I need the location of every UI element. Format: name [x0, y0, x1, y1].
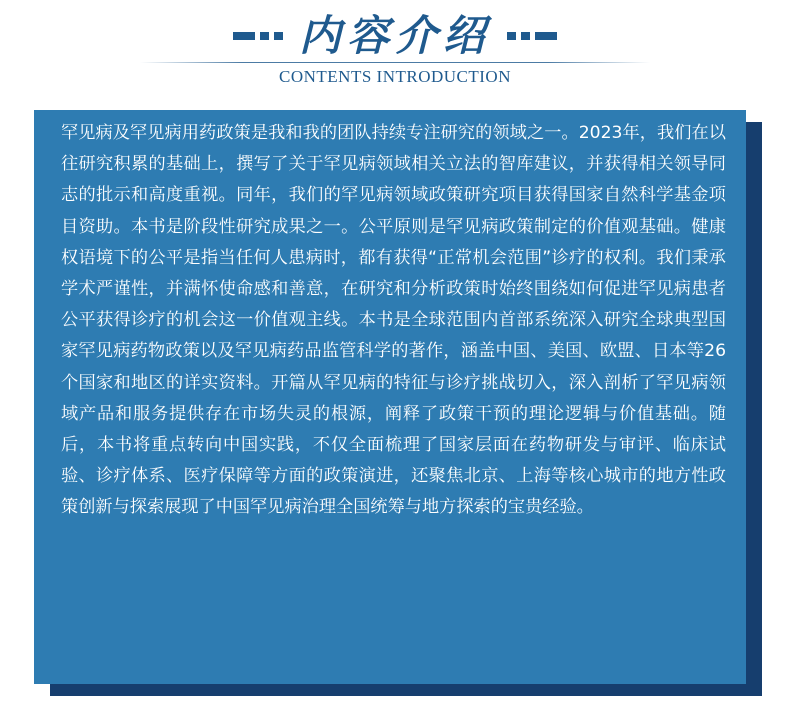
dash-decoration — [507, 32, 516, 40]
page-header — [0, 0, 790, 100]
dash-decoration — [535, 32, 557, 40]
introduction-text: 罕见病及罕见病用药政策是我和我的团队持续专注研究的领域之一。2023年，我们在以往研究积累的基础上，撰写了关于罕见病领域相关立法的智库建议，并获得相关领导同志的批示和高度重视。同年，我们的罕见病领域政策研究项目获得国家自然科学基金项目资助。本书是阶段性研究成果之一。公平原则是罕见病政策制定的价值观基础。健康权语境下的公平是指当任何人患病时，都有获得“正常机会范围”诊疗的权利。我们秉承学术严谨性，并满怀使命感和善意，在研究和分析政策时始终围绕如何促进罕见病患者公平获得诊疗的机会这一价值观主线。本书是全球范围内首部系统深入研究全球典型国家罕见病药物政策以及罕见病药品监管科学的著作，涵盖中国、美国、欧盟、日本等26个国家和地区的详实资料。开篇从罕见病的特征与诊疗挑战切入，深入剖析了罕见病领域产品和服务提供存在市场失灵的根源，阐释了政策干预的理论逻辑与价值基础。随后，本书将重点转向中国实践，不仅全面梳理了国家层面在药物研发与审评、临床试验、诊疗体系、医疗保障等方面的政策演进，还聚焦北京、上海等核心城市的地方性政策创新与探索展现了中国罕见病治理全国统筹与地方探索的宝贵经验。 — [61, 123, 726, 518]
dash-decoration — [260, 32, 269, 40]
content-box — [34, 110, 746, 684]
title-divider — [140, 62, 650, 63]
right-dash-decoration — [507, 32, 557, 40]
dash-decoration — [233, 32, 255, 40]
section-title: 内容介绍 — [298, 11, 491, 60]
dash-decoration — [274, 32, 283, 40]
section-subtitle: CONTENTS INTRODUCTION — [279, 67, 511, 86]
left-dash-decoration — [233, 32, 283, 40]
dash-decoration — [521, 32, 530, 40]
title-row — [0, 8, 790, 64]
